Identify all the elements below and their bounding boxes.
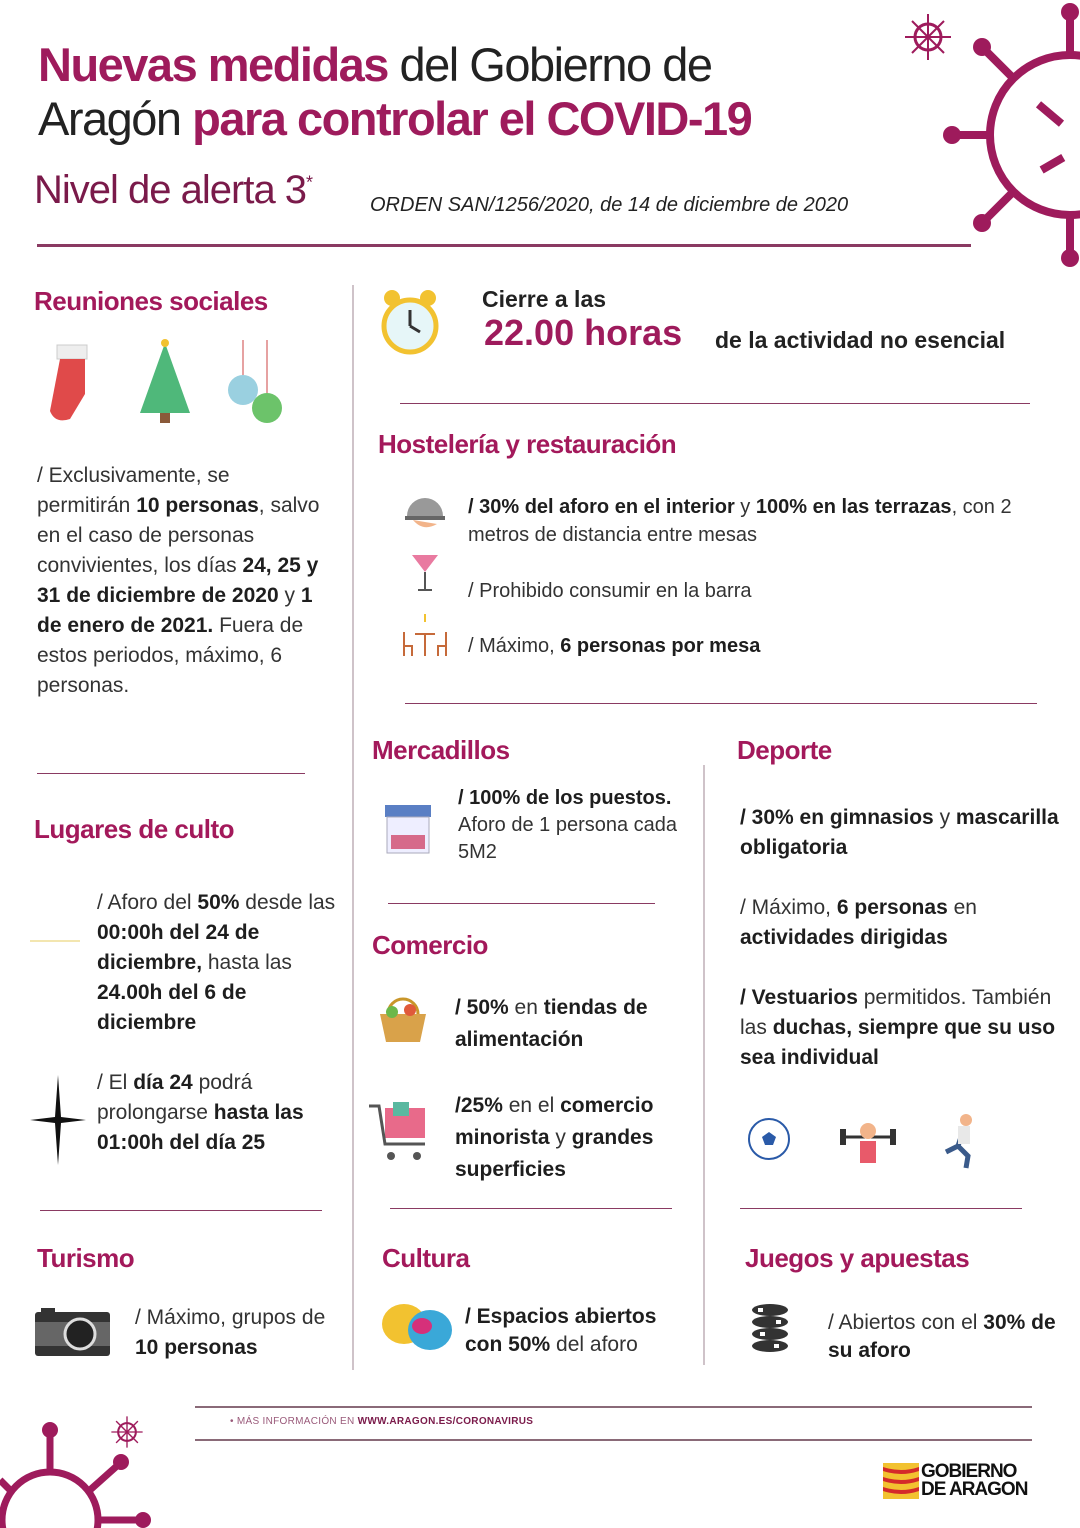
text-segment: del Gobierno de <box>387 38 712 91</box>
text-segment: permitidos. También las <box>740 986 1052 1039</box>
gobierno-aragon-logo: GOBIERNO DE ARAGON <box>883 1463 1027 1499</box>
text-segment: actividades dirigidas <box>740 926 948 949</box>
text-segment: y <box>933 806 956 829</box>
order-reference: ORDEN SAN/1256/2020, de 14 de diciembre de 2020 <box>370 194 849 216</box>
text-segment: día 24 <box>133 1071 193 1094</box>
juegos-text <box>828 1309 1058 1365</box>
market-stall-icon <box>383 803 433 855</box>
title-line-1 <box>38 38 711 92</box>
text-segment: / Prohibido consumir en la barra <box>468 580 752 602</box>
section-heading-turismo: Turismo <box>37 1243 135 1273</box>
text-segment: 24, 25 y 31 de diciembre de 2020 <box>37 554 319 607</box>
aragon-flag-icon <box>883 1463 919 1499</box>
divider <box>388 903 655 904</box>
comercio-item-1 <box>455 992 695 1056</box>
divider <box>400 403 1030 404</box>
text-segment: / 100% de los puestos. <box>458 787 672 809</box>
sparkle-icon <box>30 940 80 942</box>
text-segment: hasta las 01:00h del día 25 <box>97 1101 304 1154</box>
text-segment: / Aforo del <box>97 891 198 914</box>
text-segment: 1 de enero de 2021. <box>37 584 313 637</box>
section-heading-mercadillos: Mercadillos <box>372 735 510 765</box>
reuniones-text <box>37 461 327 701</box>
title-line-2 <box>38 92 751 146</box>
text-segment: / Máximo, <box>740 896 837 919</box>
text-segment: / Exclusivamente, se permitirán <box>37 464 230 517</box>
text-segment: Aragón <box>38 92 193 145</box>
text-segment: / Vestuarios <box>740 986 858 1009</box>
text-segment: , salvo en el caso de personas convivientes, los días <box>37 494 320 577</box>
deporte-item-1 <box>740 803 1060 863</box>
mercadillos-text <box>458 785 688 866</box>
text-segment: en <box>508 996 544 1019</box>
closing-rest: de la actividad no esencial <box>715 327 1006 353</box>
text-segment: Nuevas medidas <box>38 38 388 91</box>
text-segment: 10 personas <box>135 1336 258 1359</box>
text-segment: en <box>947 896 977 919</box>
virus-icon <box>940 0 1080 270</box>
divider <box>195 1406 1032 1408</box>
text-segment: para controlar el COVID-19 <box>192 92 752 145</box>
small-virus-icon-bottom <box>110 1415 144 1449</box>
text-segment: / Abiertos con el <box>828 1311 984 1334</box>
culto-item-2 <box>97 1068 342 1158</box>
text-segment: en el <box>502 1094 561 1117</box>
text-segment: 6 personas por mesa <box>560 635 761 657</box>
text-segment: 50% <box>197 891 240 914</box>
section-heading-hosteleria: Hostelería y restauración <box>378 429 677 459</box>
divider <box>37 244 971 247</box>
serving-cloche-icon <box>403 492 447 532</box>
text-segment: y <box>549 1126 572 1149</box>
turismo-text <box>135 1303 335 1363</box>
column-divider <box>703 765 705 1365</box>
text-segment: del aforo <box>550 1333 638 1356</box>
divider <box>37 773 305 774</box>
text-segment: y <box>278 584 301 607</box>
text-segment: / Máximo, <box>468 635 561 657</box>
text-segment: desde las <box>239 891 336 914</box>
text-segment: 30% de su aforo <box>828 1311 1056 1362</box>
text-segment: / Máximo, grupos de <box>135 1306 326 1329</box>
deporte-item-3 <box>740 983 1075 1073</box>
theater-masks-icon <box>380 1302 455 1352</box>
text-segment: /25% <box>455 1094 503 1117</box>
text-segment: mascarilla obligatoria <box>740 806 1059 859</box>
text-segment: hasta las <box>202 951 292 974</box>
hosteleria-item-3 <box>468 631 1028 661</box>
christmas-ornaments-icon <box>225 340 285 428</box>
divider <box>405 703 1037 704</box>
divider <box>390 1208 672 1209</box>
comercio-item-2 <box>455 1090 695 1186</box>
text-segment: 00:00h del 24 de diciembre, <box>97 921 260 974</box>
closing-line-1: Cierre a las <box>482 286 607 312</box>
text-segment: y <box>734 496 756 518</box>
hosteleria-item-1 <box>468 493 1028 549</box>
runner-icon <box>940 1112 980 1170</box>
weightlifting-icon <box>838 1117 898 1167</box>
text-segment: comercio minorista <box>455 1094 654 1149</box>
text-segment: tiendas de alimentación <box>455 996 648 1051</box>
camera-icon <box>35 1308 110 1356</box>
cultura-text <box>465 1303 695 1359</box>
star-icon <box>30 1075 86 1165</box>
text-segment: 10 personas <box>136 494 259 517</box>
text-segment: / 50% <box>455 996 509 1019</box>
text-segment: grandes superficies <box>455 1126 654 1181</box>
alarm-clock-icon <box>380 284 440 359</box>
alert-level: Nivel de alerta 3* <box>34 168 313 212</box>
section-heading-comercio: Comercio <box>372 930 488 960</box>
cocktail-icon <box>410 550 440 595</box>
text-segment: duchas, siempre que su uso sea individual <box>740 1016 1056 1069</box>
text-segment: podrá prolongarse <box>97 1071 253 1124</box>
column-divider <box>352 285 354 1370</box>
text-segment: / Espacios abiertos con 50% <box>465 1305 657 1356</box>
shopping-cart-icon <box>367 1100 432 1165</box>
christmas-stocking-icon <box>45 340 100 425</box>
section-heading-culto: Lugares de culto <box>34 814 235 844</box>
closing-time: 22.00 horas <box>484 312 683 353</box>
more-info-link[interactable]: WWW.ARAGON.ES/CORONAVIRUS <box>357 1416 534 1427</box>
text-segment: / 30% en gimnasios <box>740 806 934 829</box>
text-segment: 100% en las terrazas <box>755 496 952 518</box>
text-segment: / 30% del aforo en el interior <box>468 496 735 518</box>
more-info: • MÁS INFORMACIÓN EN WWW.ARAGON.ES/CORONAVIRUS <box>230 1416 534 1427</box>
text-segment: Aforo de 1 persona cada 5M2 <box>458 814 678 863</box>
deporte-item-2 <box>740 893 1060 953</box>
food-basket-icon <box>376 992 430 1046</box>
text-segment: 24.00h del 6 de diciembre <box>97 981 247 1034</box>
small-virus-icon <box>903 12 953 62</box>
section-heading-reuniones: Reuniones sociales <box>34 286 268 316</box>
soccer-ball-icon <box>747 1117 791 1161</box>
text-segment: 6 personas <box>836 896 948 919</box>
culto-item-1 <box>97 888 347 1038</box>
text-segment: Fuera de estos periodos, máximo, 6 personas. <box>37 614 304 697</box>
section-heading-juegos: Juegos y apuestas <box>745 1243 970 1273</box>
christmas-tree-icon <box>135 338 195 428</box>
section-heading-deporte: Deporte <box>737 735 832 765</box>
hosteleria-item-2 <box>468 576 1028 606</box>
divider <box>740 1208 1022 1209</box>
poker-chips-icon <box>748 1302 793 1358</box>
text-segment: / El <box>97 1071 134 1094</box>
divider <box>40 1210 322 1211</box>
divider <box>195 1439 1032 1441</box>
text-segment: , con 2 metros de distancia entre mesas <box>468 496 1012 546</box>
section-heading-cultura: Cultura <box>382 1243 470 1273</box>
table-chairs-icon <box>400 612 450 660</box>
